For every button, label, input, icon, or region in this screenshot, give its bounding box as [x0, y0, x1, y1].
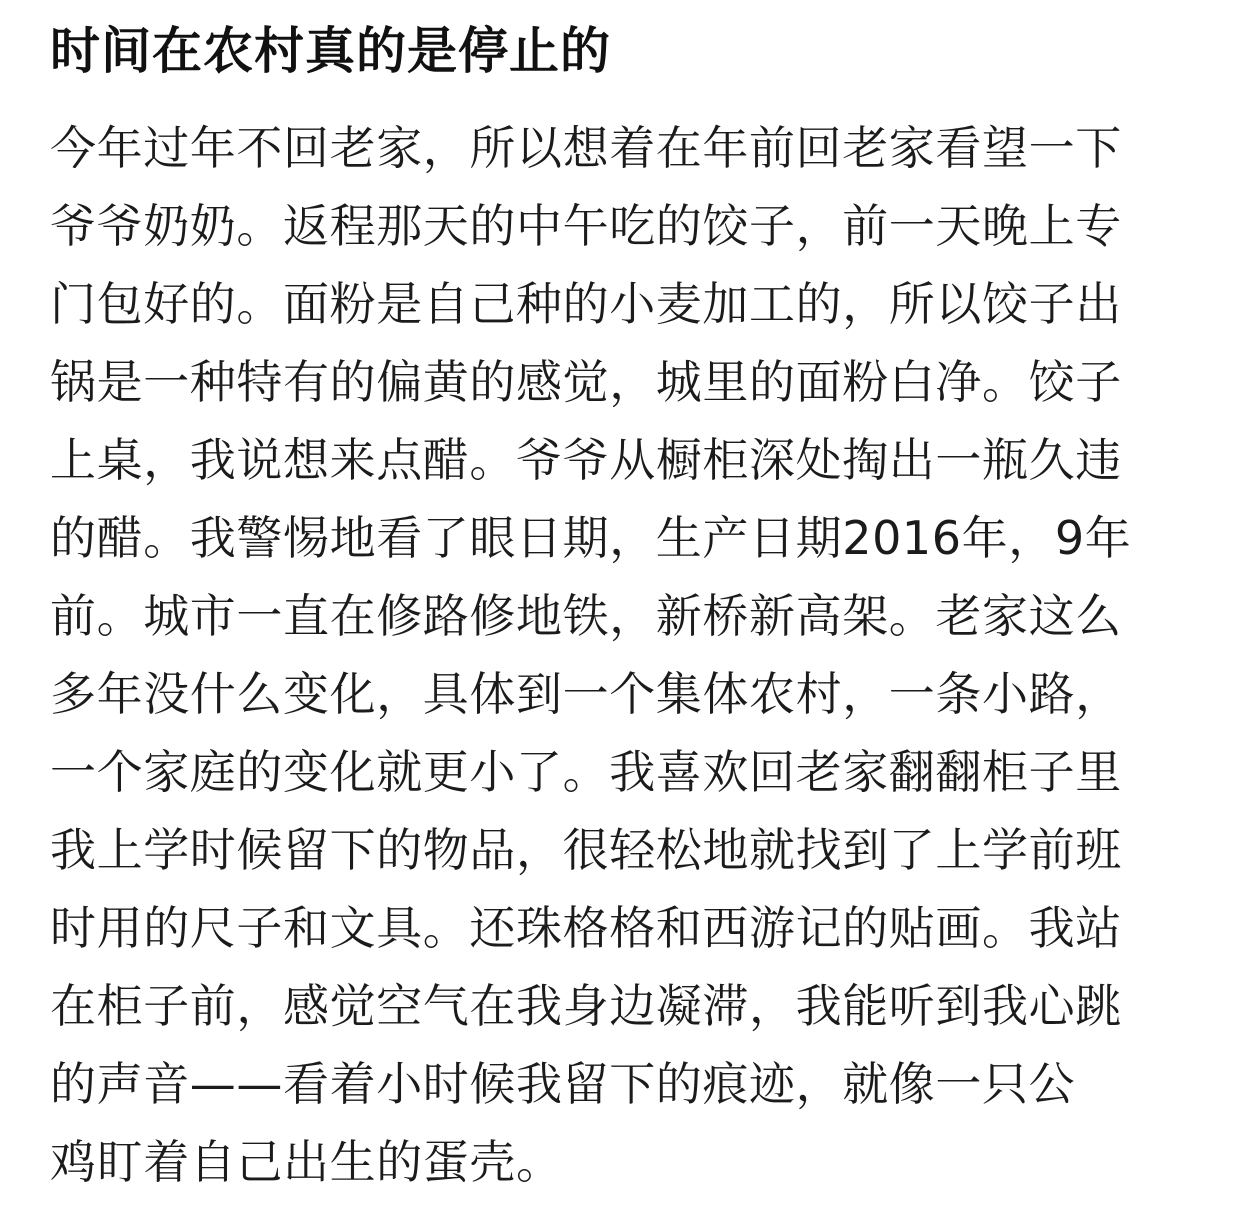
body-line: 的声音——看着小时候我留下的痕迹，就像一只公: [50, 1057, 1076, 1111]
post-title: 时间在农村真的是停止的: [50, 22, 611, 80]
body-line: 锅是一种特有的偏黄的感觉，城里的面粉白净。饺子: [50, 355, 1122, 409]
body-line: 爷爷奶奶。返程那天的中午吃的饺子，前一天晚上专: [50, 199, 1122, 253]
body-line: 门包好的。面粉是自己种的小麦加工的，所以饺子出: [50, 277, 1122, 331]
body-line: 在柜子前，感觉空气在我身边凝滞，我能听到我心跳: [50, 979, 1122, 1033]
body-line: 鸡盯着自己出生的蛋壳。: [50, 1135, 563, 1189]
post-body: [50, 109, 1210, 1201]
body-line: 多年没什么变化，具体到一个集体农村，一条小路，: [50, 667, 1122, 721]
body-line: 一个家庭的变化就更小了。我喜欢回老家翻翻柜子里: [50, 745, 1122, 799]
body-line: 的醋。我警惕地看了眼日期，生产日期2016年，9年: [50, 511, 1132, 565]
body-line: 今年过年不回老家，所以想着在年前回老家看望一下: [50, 121, 1122, 175]
body-line: 我上学时候留下的物品，很轻松地就找到了上学前班: [50, 823, 1122, 877]
body-line: 前。城市一直在修路修地铁，新桥新高架。老家这么: [50, 589, 1122, 643]
body-line: 上桌，我说想来点醋。爷爷从橱柜深处掏出一瓶久违: [50, 433, 1122, 487]
body-line: 时用的尺子和文具。还珠格格和西游记的贴画。我站: [50, 901, 1122, 955]
